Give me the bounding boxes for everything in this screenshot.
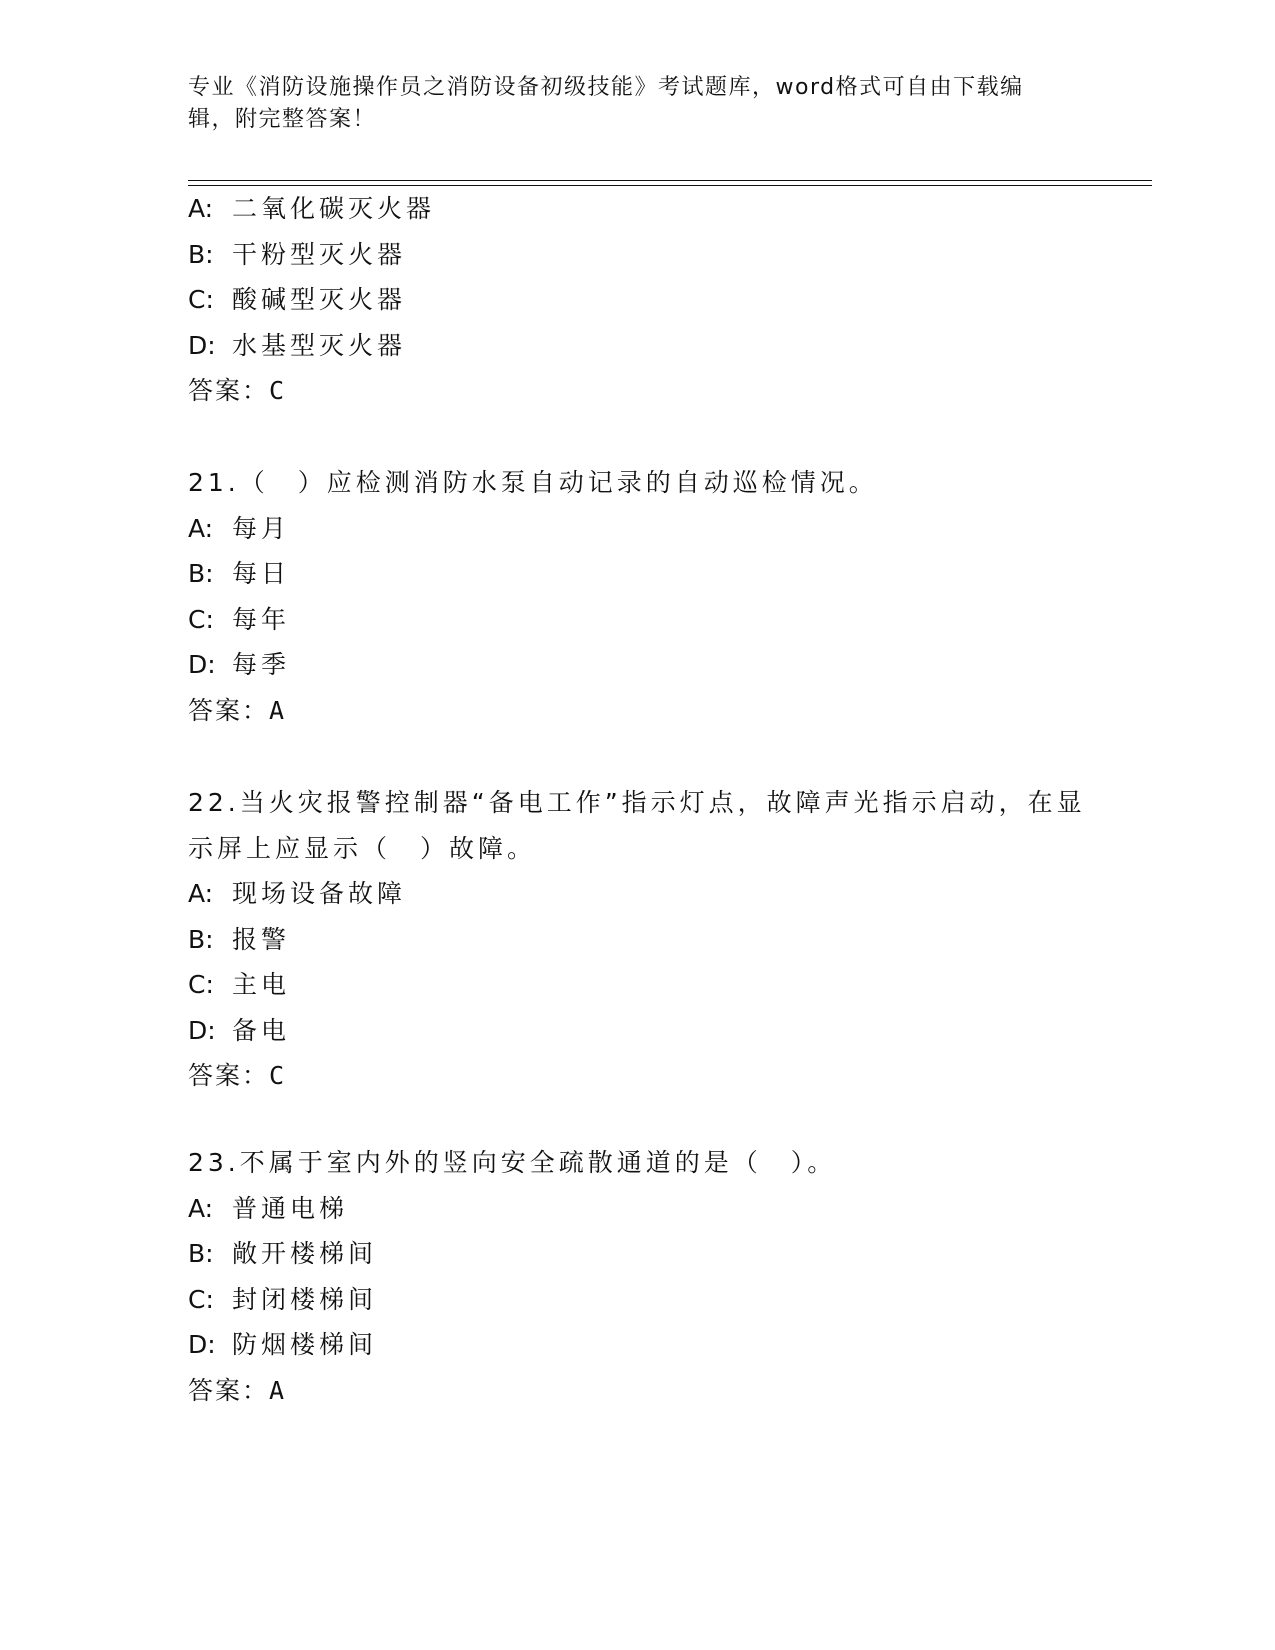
- question-stem: 22.当火灾报警控制器“备电工作”指示灯点，故障声光指示启动，在显示屏上应显示（ ）故障。: [188, 788, 1086, 863]
- option-text: 二氧化碳灭火器: [232, 194, 436, 223]
- answer-line: [188, 1053, 1088, 1099]
- option-letter: D:: [188, 650, 216, 679]
- answer-line: [188, 368, 1088, 414]
- option-b: [188, 917, 1088, 963]
- header-rule-top: [188, 180, 1152, 181]
- question-stem: 23.不属于室内外的竖向安全疏散通道的是（ ）。: [188, 1148, 837, 1177]
- option-d: [188, 1008, 1088, 1054]
- option-letter: A:: [188, 879, 214, 908]
- option-b: [188, 232, 1088, 278]
- option-text: 干粉型灭火器: [232, 239, 407, 269]
- option-letter: C:: [188, 1284, 214, 1314]
- answer-value: C: [269, 1061, 287, 1090]
- answer-label: 答案：: [188, 1061, 270, 1090]
- option-text: 现场设备故障: [232, 879, 407, 908]
- option-text: 备电: [232, 1015, 291, 1045]
- option-d: [188, 642, 1088, 688]
- option-text: 每日: [232, 559, 291, 588]
- option-letter: D:: [188, 1330, 216, 1359]
- question-21: [188, 460, 1088, 733]
- option-d: [188, 1322, 1088, 1368]
- option-b: [188, 551, 1088, 597]
- option-a: [188, 186, 1088, 232]
- question-stem: 21.（ ）应检测消防水泵自动记录的自动巡检情况。: [188, 468, 878, 497]
- option-text: 封闭楼梯间: [232, 1284, 378, 1314]
- option-c: [188, 1277, 1088, 1323]
- option-b: [188, 1231, 1088, 1277]
- answer-line: [188, 688, 1088, 734]
- option-text: 每年: [232, 604, 291, 634]
- answer-value: A: [269, 1375, 287, 1405]
- answer-label: 答案：: [188, 695, 270, 725]
- option-a: [188, 871, 1088, 917]
- option-letter: C:: [188, 604, 214, 634]
- option-letter: B:: [188, 239, 214, 269]
- answer-label: 答案：: [188, 376, 270, 405]
- option-text: 每月: [232, 513, 291, 543]
- option-letter: C:: [188, 285, 214, 314]
- option-text: 防烟楼梯间: [232, 1330, 378, 1359]
- option-letter: A:: [188, 513, 214, 543]
- option-a: [188, 1186, 1088, 1232]
- document-header: 专业《消防设施操作员之消防设备初级技能》考试题库，word格式可自由下载编辑，附完整答案！: [188, 75, 1024, 132]
- answer-line: [188, 1368, 1088, 1414]
- option-text: 报警: [232, 924, 291, 954]
- option-c: [188, 597, 1088, 643]
- answer-value: C: [269, 376, 287, 405]
- option-letter: A:: [188, 194, 214, 223]
- option-letter: C:: [188, 970, 214, 999]
- option-text: 水基型灭火器: [232, 330, 407, 360]
- option-letter: B:: [188, 924, 214, 954]
- option-d: [188, 323, 1088, 369]
- option-c: [188, 277, 1088, 323]
- question-22: [188, 780, 1088, 1099]
- option-letter: D:: [188, 330, 216, 360]
- question-23: [188, 1140, 1088, 1413]
- option-c: [188, 962, 1088, 1008]
- option-letter: B:: [188, 1239, 214, 1268]
- option-letter: B:: [188, 559, 214, 588]
- option-text: 每季: [232, 650, 291, 679]
- option-text: 酸碱型灭火器: [232, 285, 407, 314]
- option-letter: D:: [188, 1015, 216, 1045]
- option-a: [188, 506, 1088, 552]
- option-text: 普通电梯: [232, 1193, 349, 1223]
- option-letter: A:: [188, 1193, 214, 1223]
- option-text: 主电: [232, 970, 291, 999]
- answer-label: 答案：: [188, 1375, 270, 1405]
- option-text: 敞开楼梯间: [232, 1239, 378, 1268]
- question-20-continued: [188, 186, 1088, 414]
- answer-value: A: [269, 695, 287, 725]
